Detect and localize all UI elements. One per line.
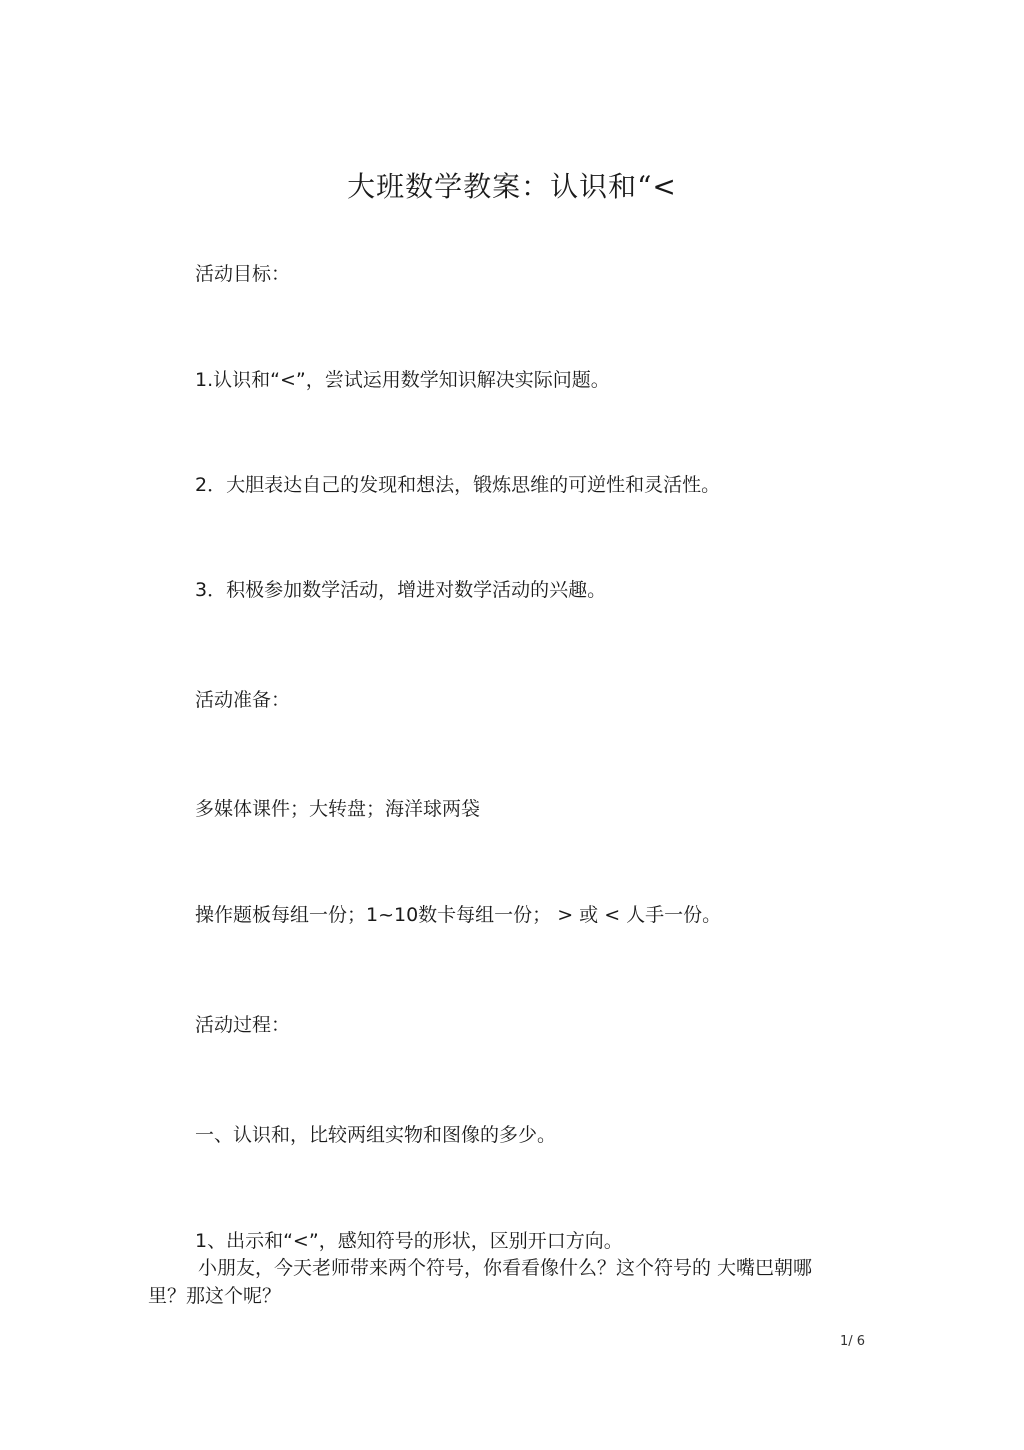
process-section-1: 一、认识和，比较两组实物和图像的多少。 — [195, 1124, 557, 1146]
goal-item-1: 1.认识和“<”，尝试运用数学知识解决实际问题。 — [195, 369, 610, 391]
preparation-materials-2: 操作题板每组一份；1~10数卡每组一份； > 或 < 人手一份。 — [195, 904, 722, 926]
heading-activity-process: 活动过程： — [195, 1014, 291, 1036]
process-paragraph: 小朋友，今天老师带来两个符号，你看看像什么？这个符号的 大嘴巴朝哪里？那这个呢？ — [148, 1257, 813, 1307]
page-number: 1/ 6 — [840, 1334, 866, 1349]
heading-activity-preparation: 活动准备： — [195, 689, 291, 711]
goal-item-3: 3．积极参加数学活动，增进对数学活动的兴趣。 — [195, 579, 607, 601]
heading-activity-goals: 活动目标： — [195, 263, 291, 285]
preparation-materials-1: 多媒体课件；大转盘；海洋球两袋 — [195, 798, 481, 820]
document-title: 大班数学教案：认识和“< — [347, 170, 677, 203]
goal-item-2: 2．大胆表达自己的发现和想法，锻炼思维的可逆性和灵活性。 — [195, 474, 721, 496]
process-step-1: 1、出示和“<”，感知符号的形状，区别开口方向。 — [195, 1230, 623, 1252]
